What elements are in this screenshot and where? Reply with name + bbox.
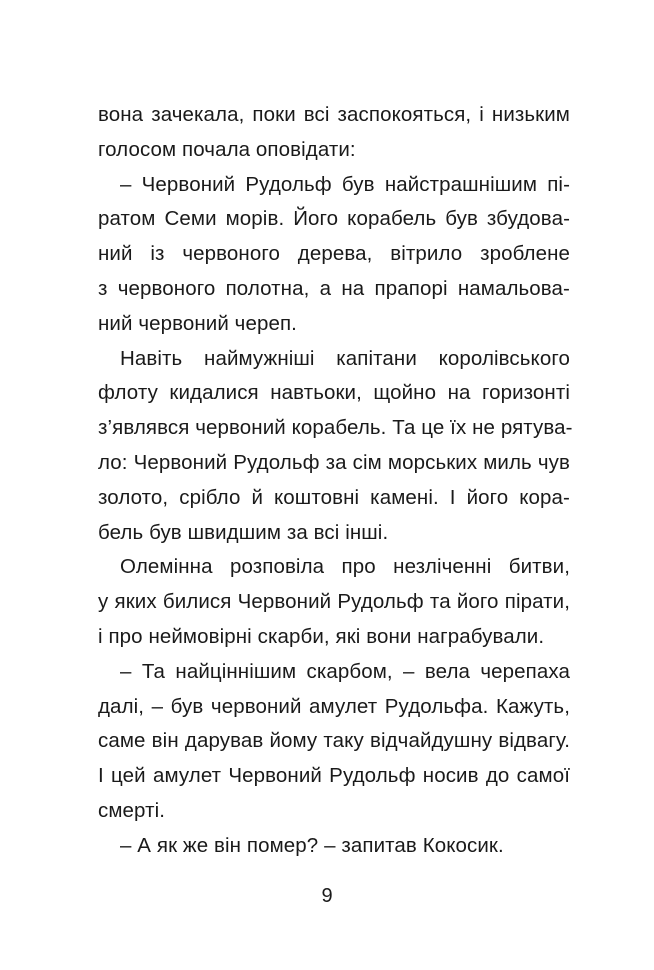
text-line: ратом Семи морів. Його корабель був збудова- [98, 207, 570, 231]
text-line: Навіть наймужніші капітани королівського [120, 346, 570, 370]
page-text [98, 98, 573, 864]
text-line: саме він дарував йому таку відчайдушну відвагу. [98, 729, 570, 753]
text-line: у яких билися Червоний Рудольф та його пірати, [98, 590, 570, 614]
text-line: золото, срібло й коштовні камені. І його кора- [98, 485, 570, 509]
text-line: бель був швидшим за всі інші. [98, 520, 389, 544]
text-line: ний червоний череп. [98, 311, 297, 335]
text-line: ло: Червоний Рудольф за сім морських миль чув [98, 450, 570, 474]
text-line: голосом почала оповідати: [98, 137, 356, 161]
text-line: смерті. [98, 798, 166, 822]
text-line: – Червоний Рудольф був найстрашнішим пі- [120, 172, 570, 196]
page-number: 9 [321, 885, 333, 907]
text-line: вона зачекала, поки всі заспокояться, і низьким [98, 103, 570, 126]
text-line: флоту кидалися навтьоки, щойно на горизонті [98, 381, 570, 405]
text-line: – Та найціннішим скарбом, – вела черепаха [120, 659, 570, 683]
text-line: далі, – був червоний амулет Рудольфа. Кажуть, [98, 694, 570, 718]
text-line: – А як же він помер? – запитав Кокосик. [120, 833, 504, 857]
text-line: Олемінна розповіла про незліченні битви, [120, 555, 570, 579]
text-line: і про неймовірні скарби, які вони награбували. [98, 624, 545, 648]
text-line: з червоного полотна, а на прапорі намальова- [98, 276, 570, 300]
text-line: ний із червоного дерева, вітрило зроблене [98, 242, 570, 266]
text-line: І цей амулет Червоний Рудольф носив до самої [98, 764, 570, 788]
text-line: з’являвся червоний корабель. Та це їх не рятува- [98, 416, 573, 440]
